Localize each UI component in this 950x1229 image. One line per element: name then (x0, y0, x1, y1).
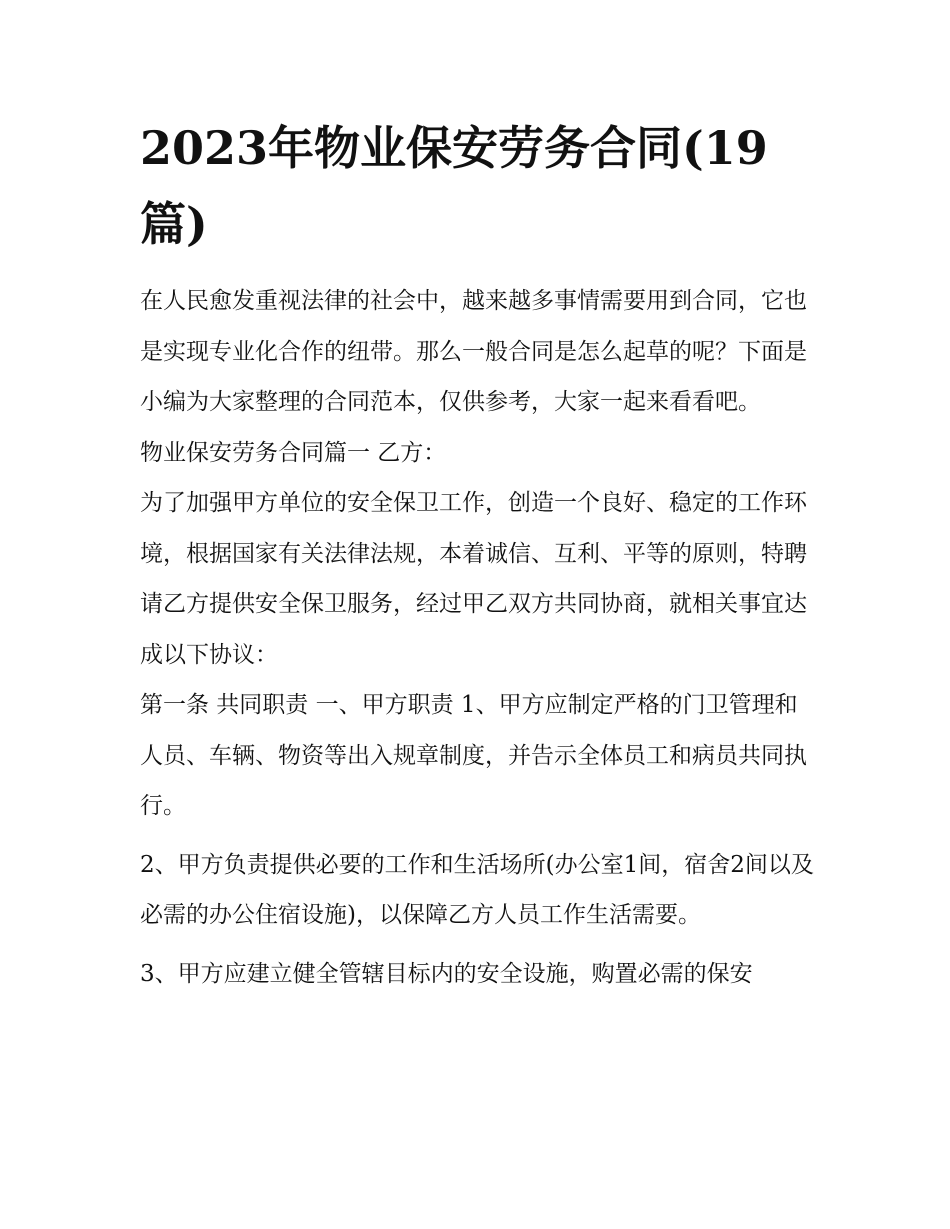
clause-2-paragraph: 2、甲方负责提供必要的工作和生活场所(办公室1间，宿舍2间以及必需的办公住宿设施)，以保障乙方人员工作生活需要。 (140, 851, 814, 928)
article-one-paragraph: 第一条 共同职责 一、甲方职责 1、甲方应制定严格的门卫管理和人员、车辆、物资等出入规章制度，并告示全体员工和病员共同执行。 (140, 692, 807, 819)
document-page (140, 110, 815, 999)
section-heading: 物业保安劳务合同篇一 乙方： (140, 439, 447, 466)
purpose-paragraph: 为了加强甲方单位的安全保卫工作，创造一个良好、稳定的工作环境，根据国家有关法律法规，本着诚信、互利、平等的原则，特聘请乙方提供安全保卫服务，经过甲乙双方共同协商，就相关事宜达成以下协议： (140, 490, 807, 668)
intro-paragraph: 在人民愈发重视法律的社会中，越来越多事情需要用到合同，它也是实现专业化合作的纽带。那么一般合同是怎么起草的呢？下面是小编为大家整理的合同范本，仅供参考，大家一起来看看吧。 (140, 288, 807, 415)
document-title: 2023年物业保安劳务合同(19篇) (140, 121, 768, 251)
clause-3-paragraph: 3、甲方应建立健全管辖目标内的安全设施，购置必需的保安 (140, 960, 753, 987)
